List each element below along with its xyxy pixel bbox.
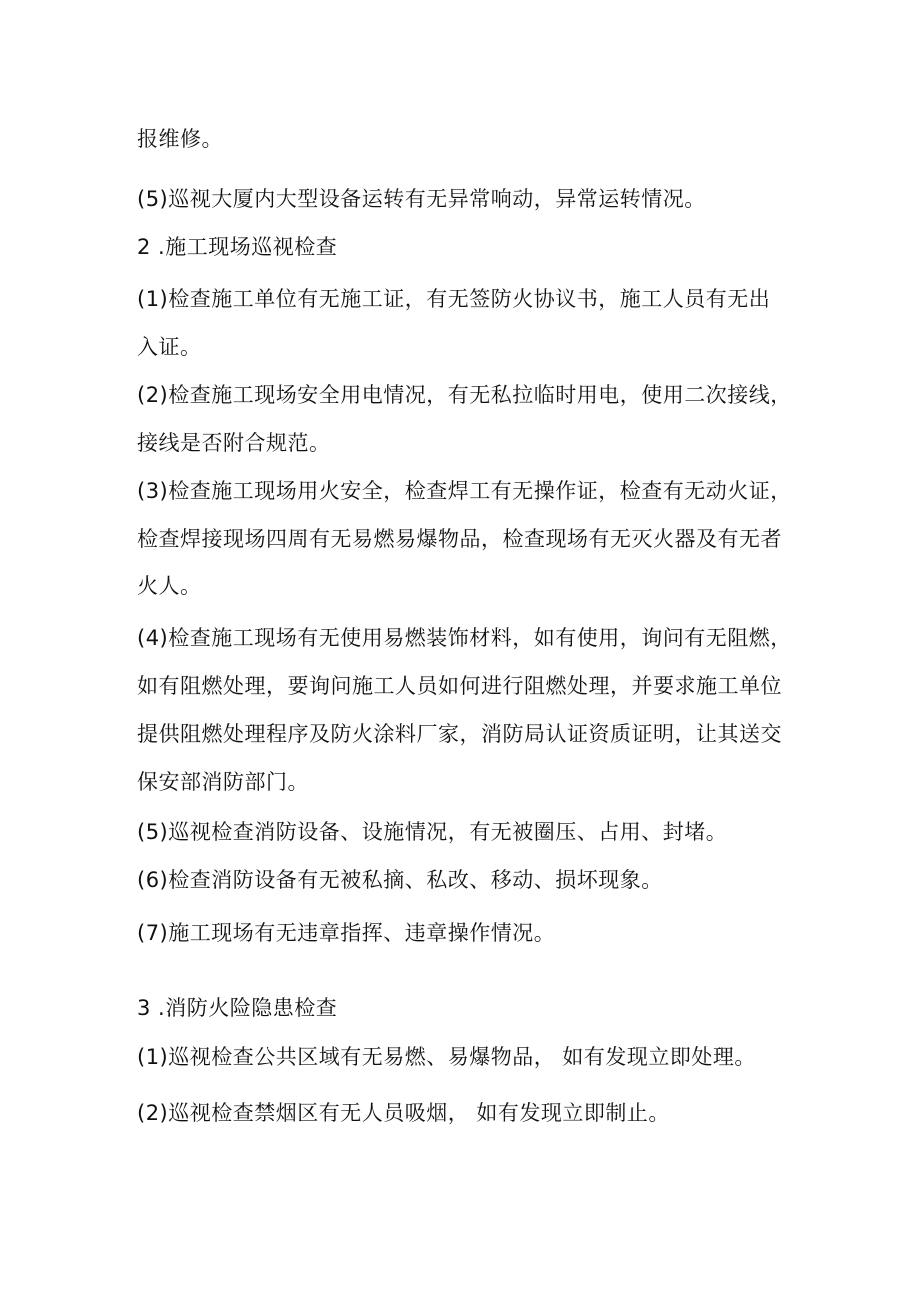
text-line: 火人。 [137,574,202,598]
text-line: 检查焊接现场四周有无易燃易爆物品，检查现场有无灭火器及有无者 [137,527,782,551]
text-line: (6)检查消防设备有无被私摘、私改、移动、损坏现象。 [137,868,663,892]
text-line: (3)检查施工现场用火安全，检查焊工有无操作证，检查有无动火证， [137,479,792,503]
text-line: 报维修。 [137,127,223,151]
text-line: 入证。 [137,335,202,359]
text-line: 保安部消防部门。 [137,770,309,794]
text-line: (1)检查施工单位有无施工证，有无签防火协议书，施工人员有无出 [137,287,771,311]
text-line: (2)检查施工现场安全用电情况，有无私拉临时用电，使用二次接线， [137,383,792,407]
text-line: (1)巡视检查公共区域有无易燃、易爆物品， 如有发现立即处理。 [137,1045,756,1069]
text-line: 接线是否附合规范。 [137,431,331,455]
text-line: 提供阻燃处理程序及防火涂料厂家，消防局认证资质证明，让其送交 [137,722,782,746]
text-line: (5)巡视检查消防设备、设施情况，有无被圈压、占用、封堵。 [137,820,728,844]
text-line: (7)施工现场有无违章指挥、违章操作情况。 [137,921,556,945]
text-line: (2)巡视检查禁烟区有无人员吸烟， 如有发现立即制止。 [137,1101,670,1125]
section-heading: 3 .消防火险隐患检查 [137,996,338,1020]
text-line: 如有阻燃处理，要询问施工人员如何进行阻燃处理，并要求施工单位 [137,674,782,698]
text-line: (5)巡视大厦内大型设备运转有无异常响动，异常运转情况。 [137,187,706,211]
text-line: (4)检查施工现场有无使用易燃装饰材料，如有使用，询问有无阻燃， [137,626,792,650]
section-heading: 2 .施工现场巡视检查 [137,235,338,259]
